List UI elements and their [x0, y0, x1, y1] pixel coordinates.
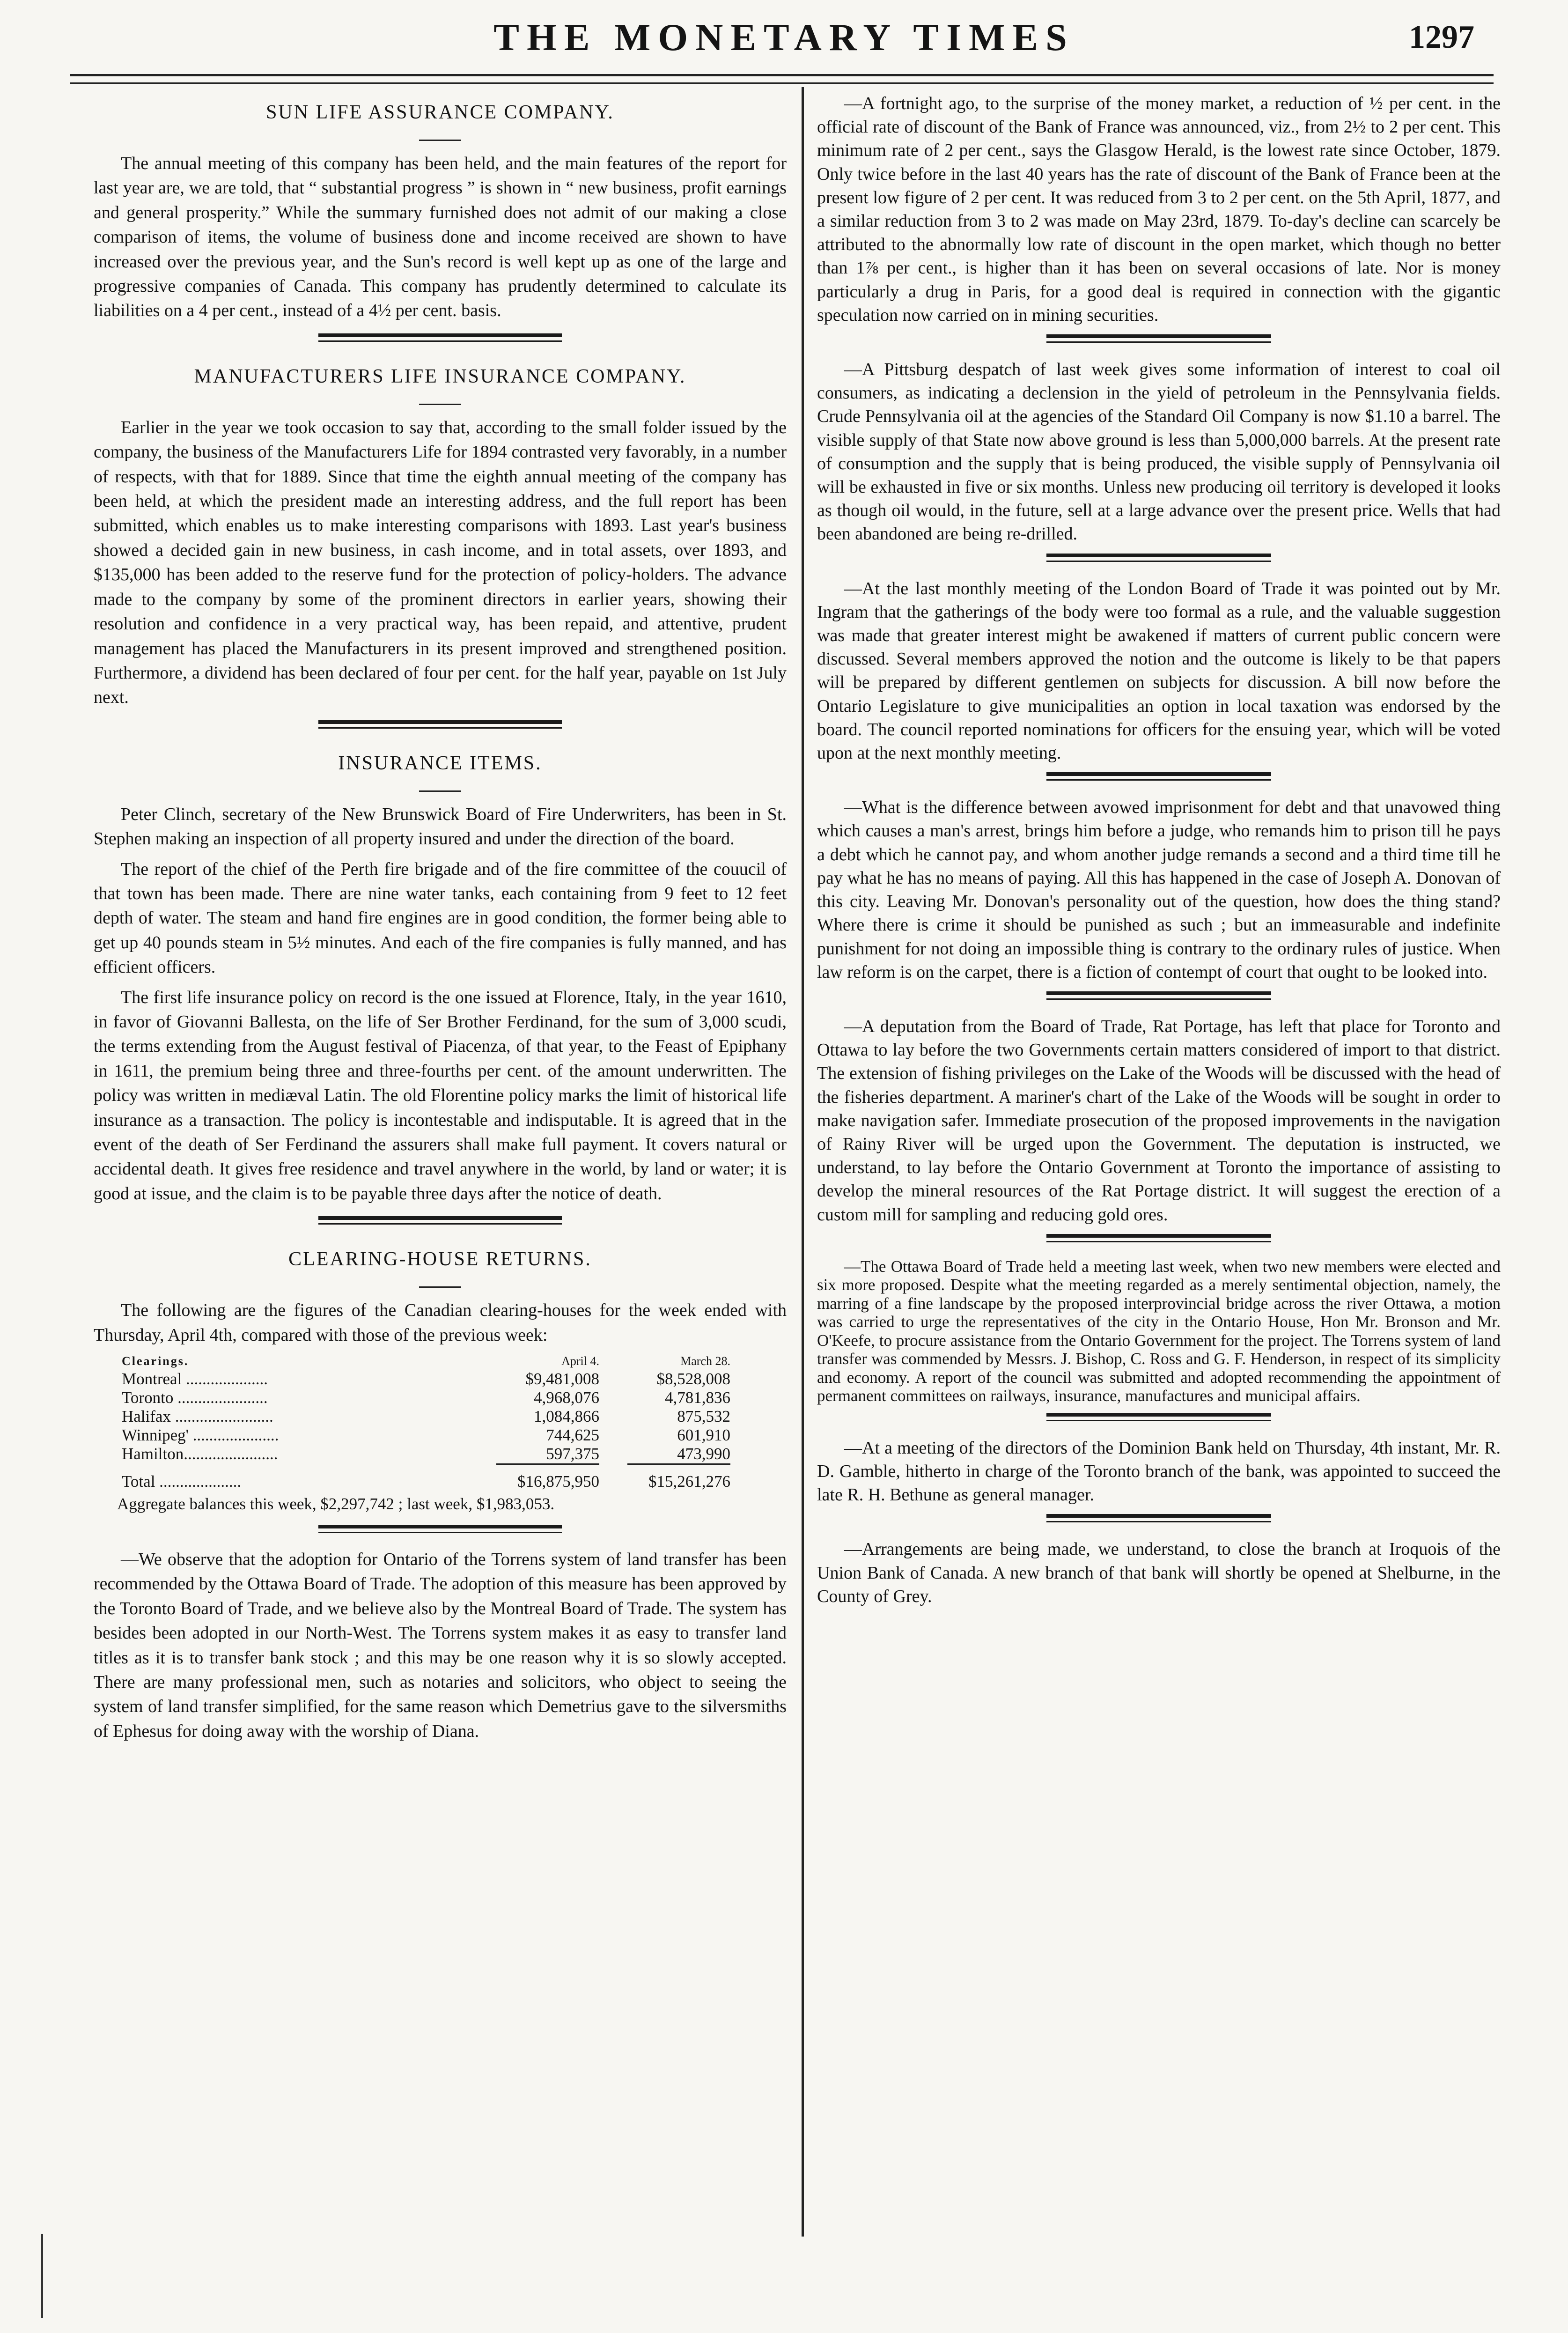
city-name: Winnipeg' ..................... [122, 1426, 279, 1445]
ottawa-board-article: —The Ottawa Board of Trade held a meeting last week, when two new members were elected and six more proposed. Despite what the meeting regarded as a merely sentimental objection, namely, the marring of a fine landscape by the proposed interprovincial bridge across the river Ottawa, a motion was carried to urge the representatives of the city in the Ontario House, Hon Mr. Bronson and Mr. O'Keefe, to procure assistance from the Ontario Government for the project. The Torrens system of land transfer was commended by Messrs. J. Bishop, C. Ross and G. F. Henderson, in respect of its simplicity and economy. A report of the council was submitted and adopted recommending the appointment of permanent committees on railways, insurance, manufactures and municipal affairs. [817, 1257, 1501, 1405]
march-value: 473,990 [677, 1445, 730, 1463]
masthead-title: THE MONETARY TIMES [493, 16, 1075, 59]
london-board-article: —At the last monthly meeting of the London Board of Trade it was pointed out by Mr. Ingram that the gatherings of the body were too formal as a rule, and the valuable suggestion was made that greater interest might be awakened if matters of current public concern were discussed. Several members approved the notion and the outcome is likely to be that papers will be prepared by different gentlemen on subjects for discussion. A bill now before the Ontario Legislature to give municipalities an option in local taxation was endorsed by the board. The council reported nominations for officers for the ensuing year, which will be voted upon at the next monthly meeting. [817, 578, 1501, 763]
section-separator [1046, 1413, 1271, 1421]
april-value: 744,625 [546, 1426, 599, 1445]
page-header [0, 0, 1568, 70]
march-value: 601,910 [677, 1426, 730, 1445]
march-value: 4,781,836 [665, 1388, 730, 1407]
title-rule [419, 404, 461, 405]
section-separator [1046, 1514, 1271, 1522]
city-name: Halifax ........................ [122, 1407, 273, 1426]
clearings-header-label: Clearings. [122, 1354, 189, 1368]
aggregate-balances: Aggregate balances this week, $2,297,742 ; last week, $1,983,053. [117, 1495, 555, 1513]
table-row [122, 1426, 730, 1445]
article-title-insurance-items: INSURANCE ITEMS. [338, 752, 542, 774]
section-separator [1046, 772, 1271, 781]
article-title-sun-life: SUN LIFE ASSURANCE COMPANY. [266, 102, 614, 123]
section-separator [1046, 334, 1271, 343]
april-value: 597,375 [546, 1445, 599, 1463]
march-value: 875,532 [677, 1407, 730, 1426]
april-value: 4,968,076 [534, 1388, 599, 1407]
city-name: Hamilton....................... [122, 1445, 278, 1463]
section-separator [318, 720, 562, 729]
table-row [122, 1370, 730, 1388]
pittsburg-oil-article: —A Pittsburg despatch of last week gives some information of interest to coal oil consumers, as indicating a declension in the yield of petroleum in the Pennsylvania fields. Crude Pennsylvania oil at the agencies of the Standard Oil Company is now $1.10 a barrel. The visible supply of that State now above ground is less than 5,000,000 barrels. At the present rate of consumption and the supply that is being produced, the visible supply of Pennsylvania oil will be exhausted in five or six months. Unless new producing oil territory is developed it looks as though oil would, in the future, sell at a large advance over the present price. Wells that had been abandoned are being re-drilled. [817, 360, 1501, 544]
header-rule-thin [70, 82, 1494, 84]
insurance-item-florence: The first life insurance policy on record is the one issued at Florence, Italy, in the year 1610, in favor of Giovanni Ballesta, on the life of Ser Brother Ferdinand, for the sum of 3,000 scudi, the terms extending from the August festival of Piacenza, of that year, to the Feast of Epiphany in 1611, the premium being three and three-fourths per cent. of the amount underwritten. The policy was written in mediæval Latin. The old Florentine policy marks the limit of historical life insurance as a transaction. The policy is incontestable and indisputable. It is agreed that in the event of the death of Ser Ferdinand the assurers shall make full payment. It covers natural or accidental death. It gives free residence and travel anywhere in the world, by land or water; it is good at issue, and the claim is to be payable three days after the notice of death. [94, 987, 787, 1203]
dominion-bank-article: —At a meeting of the directors of the Dominion Bank held on Thursday, 4th instant, Mr. R. D. Gamble, hitherto in charge of the Toronto branch of the bank, was appointed to succeed the late R. H. Bethune as general manager. [817, 1438, 1501, 1505]
title-rule [419, 790, 461, 792]
rat-portage-article: —A deputation from the Board of Trade, Rat Portage, has left that place for Toronto and Ottawa to lay before the two Governments certain matters considered of import to that district. The extension of fishing privileges on the Lake of the Woods will be discussed with the head of the fisheries department. A mariner's chart of the Lake of the Woods will be sought in order to make navigation safer. Immediate prosecution of the proposed improvements in the navigation of Rainy River will be urged upon the Government. The deputation is instructed, we understand, to lay before the Ontario Government at Toronto the importance of assisting to develop the mineral resources of the Rat Portage district. It will suggest the erection of a custom mill for sampling and reducing gold ores. [817, 1016, 1501, 1225]
manufacturers-body: Earlier in the year we took occasion to say that, according to the small folder issued by the company, the business of the Manufacturers Life for 1894 contrasted very favorably, in a number of respects, with that for 1889. Since that time the eighth annual meeting of the company has been held, at which the president made an interesting address, and the full report has been submitted, which enables us to make interesting comparisons with 1893. Last year's business showed a decided gain in new business, in cash income, and in total assets, over 1893, and $135,000 has been added to the reserve fund for the protection of policy-holders. The advance made to the company by some of the prominent directors in earlier years, showing their resolution and confidence in a very practical way, has been repaid, and attentive, prudent management has placed the Manufacturers in its present improved and strengthened position. Furthermore, a dividend has been declared of four per cent. for the half year, payable on 1st July next. [94, 417, 787, 708]
march-value: $8,528,008 [656, 1370, 730, 1388]
insurance-item-clinch: Peter Clinch, secretary of the New Brunswick Board of Fire Underwriters, has been in St. Stephen making an inspection of all property insured and under the direction of the board. [94, 804, 787, 849]
total-april: $16,875,950 [517, 1472, 599, 1491]
section-separator [318, 1525, 562, 1533]
imprisonment-article: —What is the difference between avowed imprisonment for debt and that unavowed thing which causes a man's arrest, brings him before a judge, who remands him to prison till he pays a debt which he cannot pay, and whom another judge remands a second and a third time till he pay what he has no means of paying. All this has happened in the case of Joseph A. Donovan of this city. Leaving Mr. Donovan's personality out of the question, how does the thing stand? Where there is crime it should be punished as such ; but an immeasurable and indefinite punishment for not doing an impossible thing is contrary to the ordinary rules of justice. When law reform is on the carpet, there is a fiction of contempt of court that ought to be looked into. [817, 797, 1501, 982]
header-rule [70, 74, 1494, 76]
page-number: 1297 [1409, 19, 1474, 55]
union-bank-article: —Arrangements are being made, we understand, to close the branch at Iroquois of the Union Bank of Canada. A new branch of that bank will shortly be opened at Shelburne, in the County of Grey. [817, 1539, 1501, 1606]
city-name: Montreal .................... [122, 1370, 268, 1388]
sun-life-body: The annual meeting of this company has been held, and the main features of the report for last year are, we are told, that “ substantial progress ” is shown in “ new business, profit earnings and general prosperity.” While the summary furnished does not admit of our making a close comparison of items, the volume of business done and income received are shown to have increased over the previous year, and the Sun's record is well kept up as one of the large and progressive companies of Canada. This company has prudently determined to calculate its liabilities on a 4 per cent., instead of a 4½ per cent. basis. [94, 154, 787, 321]
margin-scan-mark [41, 2234, 43, 2318]
total-row [122, 1465, 730, 1491]
title-rule [419, 1286, 461, 1288]
column-divider [802, 87, 804, 2237]
table-row [122, 1388, 730, 1407]
section-separator [1046, 1234, 1271, 1242]
title-rule [419, 140, 461, 141]
france-discount-article: —A fortnight ago, to the surprise of the money market, a reduction of ½ per cent. in the official rate of discount of the Bank of France was announced, viz., from 2½ to 2 per cent. This minimum rate of 2 per cent., says the Glasgow Herald, is the lowest rate since October, 1879. Only twice before in the last 40 years has the rate of discount of the Bank of France been at the present low figure of 2 per cent. It was reduced from 3 to 2 per cent. on the 5th April, 1877, and a similar reduction from 3 to 2 was made on May 23rd, 1879. To-day's decline can scarcely be attributed to the abnormally low rate of discount in the open market, which though no better than 1⅞ per cent., is higher than it has been on several occasions of late. Nor is money particularly a drug in Paris, for a good deal is required in connection with the gigantic speculation now carried on in mining securities. [817, 94, 1501, 325]
insurance-item-perth: The report of the chief of the Perth fire brigade and of the fire committee of the couucil of that town has been made. There are nine water tanks, each containing from 9 feet to 12 feet depth of water. The steam and hand fire engines are in good condition, the former being able to get up 40 pounds steam in 5½ minutes. And each of the fire companies is fully manned, and has efficient officers. [94, 859, 787, 977]
total-label: Total .................... [122, 1472, 242, 1491]
section-separator [1046, 991, 1271, 1000]
april-value: 1,084,866 [534, 1407, 599, 1426]
total-march: $15,261,276 [648, 1472, 730, 1491]
section-separator [318, 333, 562, 342]
article-title-clearing-house: CLEARING-HOUSE RETURNS. [288, 1248, 592, 1270]
section-separator [1046, 554, 1271, 562]
clearing-house-intro: The following are the figures of the Canadian clearing-houses for the week ended with Thursday, April 4th, compared with those of the previous week: [94, 1300, 787, 1345]
left-column [94, 92, 787, 1749]
table-row [122, 1445, 730, 1463]
clearings-header-april: April 4. [561, 1354, 599, 1368]
section-separator [318, 1216, 562, 1225]
clearings-header-march: March 28. [680, 1354, 730, 1368]
table-row [122, 1407, 730, 1426]
article-title-manufacturers: MANUFACTURERS LIFE INSURANCE COMPANY. [194, 365, 686, 387]
city-name: Toronto ...................... [122, 1388, 268, 1407]
clearings-table [122, 1353, 730, 1491]
april-value: $9,481,008 [525, 1370, 599, 1388]
right-column [817, 92, 1501, 1608]
clearings-header-row [122, 1353, 730, 1370]
torrens-article: —We observe that the adoption for Ontario of the Torrens system of land transfer has been recommended by the Ottawa Board of Trade. The adoption of this measure has been approved by the Toronto Board of Trade, and we believe also by the Montreal Board of Trade. The system has besides been adopted in our North-West. The Torrens system makes it as easy to transfer land titles as it is to transfer bank stock ; and this may be one reason why it is so slowly accepted. There are many professional men, such as notaries and solicitors, who object to seeing the system of land transfer simplified, for the same reason which Demetrius gave to the silversmiths of Ephesus for doing away with the worship of Diana. [94, 1550, 787, 1741]
